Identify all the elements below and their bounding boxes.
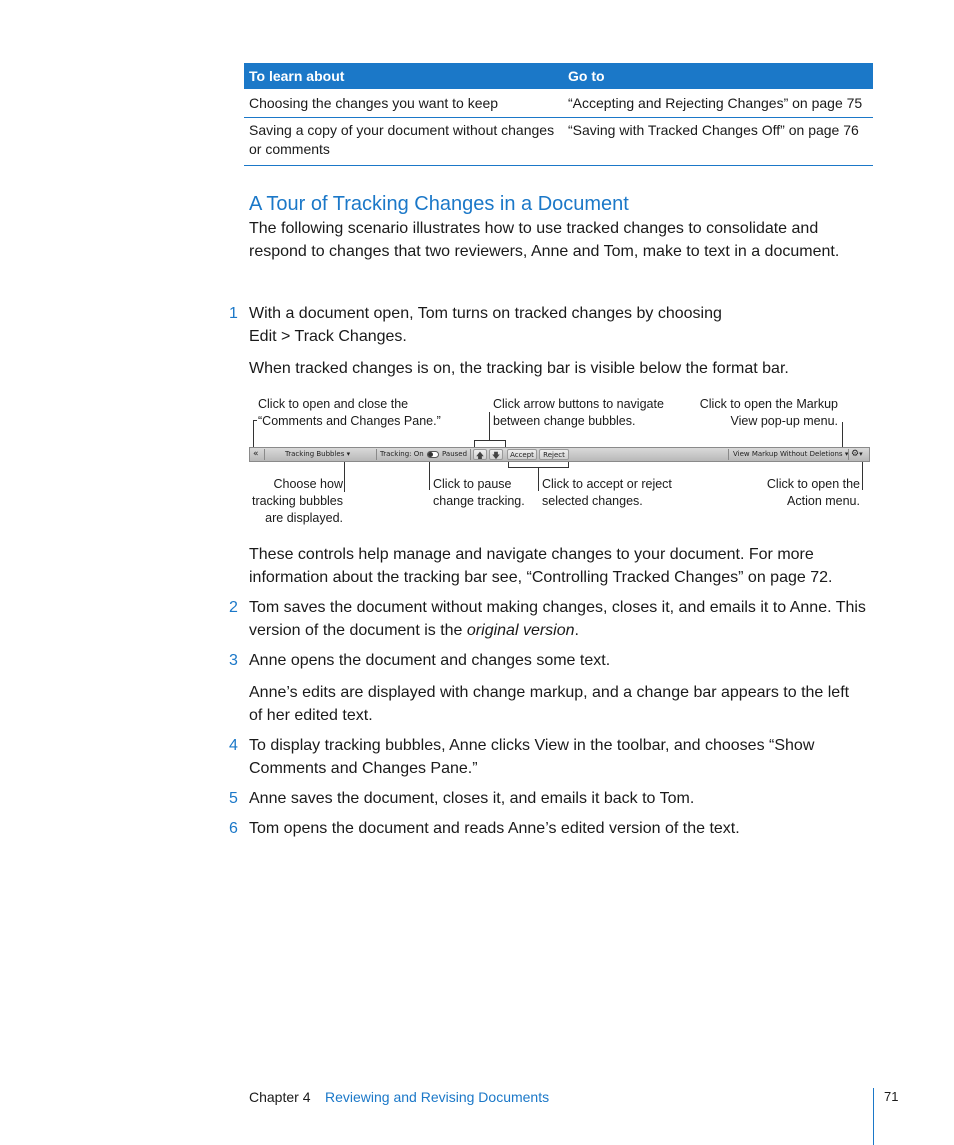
- table-cell: “Accepting and Rejecting Changes” on page 75: [568, 95, 863, 111]
- callout-action-menu: [740, 476, 860, 510]
- paused-label: Paused: [442, 450, 468, 458]
- reference-table: [244, 63, 873, 166]
- tracking-status-label: Tracking: On: [380, 450, 424, 458]
- leader-line: [429, 462, 430, 490]
- callout-accept-reject: [542, 476, 672, 510]
- page-number: 71: [884, 1089, 899, 1104]
- section-title: A Tour of Tracking Changes in a Document: [249, 193, 629, 215]
- step-text: Anne opens the document and changes some text.: [249, 652, 611, 669]
- chevron-down-icon: ▾: [346, 450, 351, 458]
- leader-line: [344, 462, 345, 492]
- bar-divider: [376, 449, 377, 460]
- step-text-part: .: [574, 622, 579, 639]
- chevron-down-icon: ▾: [859, 450, 863, 458]
- step-number: 4: [229, 737, 238, 754]
- leader-line: [842, 422, 843, 450]
- leader-line: [474, 440, 506, 441]
- callout-arrows: [493, 396, 664, 430]
- collapse-pane-icon[interactable]: «: [253, 449, 259, 459]
- markup-view-label: View Markup Without Deletions: [733, 450, 843, 458]
- emphasis: original version: [466, 622, 575, 639]
- arrow-up-icon: 🡅: [475, 451, 485, 460]
- callout-line: View pop-up menu.: [730, 414, 838, 428]
- step-text: To display tracking bubbles, Anne clicks View in the toolbar, and chooses “Show Comments and Changes Pane.”: [249, 737, 815, 777]
- step-text: Anne saves the document, closes it, and emails it back to Tom.: [249, 790, 695, 807]
- table-header-cell: To learn about: [249, 68, 345, 84]
- step-number: 3: [229, 652, 238, 669]
- markup-view-popup[interactable]: [733, 448, 848, 461]
- footer-chapter: Chapter 4: [249, 1089, 311, 1105]
- chevron-down-icon: ▾: [844, 450, 849, 458]
- accept-button[interactable]: Accept: [507, 449, 537, 460]
- step-text: Tom opens the document and reads Anne’s edited version of the text.: [249, 820, 740, 837]
- callout-markup-menu: [699, 396, 838, 430]
- bar-divider: [470, 449, 471, 460]
- bubbles-label: Tracking Bubbles: [285, 450, 345, 458]
- gear-icon: ⚙: [851, 449, 860, 459]
- step-text: [249, 596, 877, 642]
- callout-line: Action menu.: [787, 494, 860, 508]
- previous-change-button[interactable]: [473, 449, 487, 460]
- paragraph: When tracked changes is on, the tracking bar is visible below the format bar.: [249, 360, 789, 377]
- callout-line: are displayed.: [265, 511, 343, 525]
- pause-toggle[interactable]: [427, 451, 439, 458]
- bar-divider: [848, 449, 849, 460]
- callout-line: Click to accept or reject: [542, 477, 672, 491]
- paragraph: These controls help manage and navigate changes to your document. For more information about the tracking bar see, “Controlling Tracked Changes” on page 72.: [249, 546, 833, 586]
- action-menu-button[interactable]: [851, 448, 863, 461]
- reject-button[interactable]: Reject: [539, 449, 569, 460]
- arrow-down-icon: 🡇: [491, 451, 501, 460]
- bar-divider: [264, 449, 265, 460]
- step-number: 2: [229, 599, 238, 616]
- callout-comments-pane: [258, 396, 441, 430]
- callout-line: Choose how: [273, 477, 343, 491]
- callout-line: Click to open and close the: [258, 397, 409, 411]
- table-row: [244, 118, 873, 166]
- tracking-bar: [249, 447, 870, 462]
- section-intro: The following scenario illustrates how to use tracked changes to consolidate and respond to changes that two reviewers, Anne and Tom, make to text in a document.: [249, 220, 840, 260]
- callout-line: change tracking.: [433, 494, 525, 508]
- table-header-cell: Go to: [568, 68, 605, 84]
- callout-line: Click to open the Markup: [699, 397, 838, 411]
- step-number: 1: [229, 305, 238, 322]
- step-number: 6: [229, 820, 238, 837]
- leader-line: [253, 420, 257, 421]
- callout-pause: [433, 476, 525, 510]
- leader-line: [862, 462, 863, 490]
- footer-divider: [873, 1088, 874, 1145]
- step-number: 5: [229, 790, 238, 807]
- callout-line: Click to open the: [766, 477, 860, 491]
- leader-line: [505, 440, 506, 447]
- toggle-knob: [428, 452, 433, 457]
- bar-divider: [728, 449, 729, 460]
- callout-line: Click arrow buttons to navigate: [493, 397, 664, 411]
- table-cell: “Saving with Tracked Changes Off” on page 76: [568, 122, 859, 138]
- table-cell: Choosing the changes you want to keep: [249, 95, 499, 111]
- callout-line: between change bubbles.: [493, 414, 636, 428]
- step-text-part: Tom saves the document without making changes, closes it, and emails it to Anne. This version of the document is the: [249, 599, 866, 639]
- tracking-bubbles-popup[interactable]: [285, 448, 350, 461]
- callout-line: tracking bubbles: [251, 494, 343, 508]
- footer-chapter-title: Reviewing and Revising Documents: [325, 1089, 550, 1105]
- leader-line: [474, 440, 475, 447]
- next-change-button[interactable]: [489, 449, 503, 460]
- table-cell: Saving a copy of your document without changes or comments: [249, 122, 555, 157]
- callout-line: Click to pause: [433, 477, 512, 491]
- table-header: [244, 63, 873, 89]
- callout-bubbles: [244, 476, 343, 527]
- callout-line: selected changes.: [542, 494, 643, 508]
- leader-line: [253, 420, 254, 448]
- callout-line: “Comments and Changes Pane.”: [258, 414, 441, 428]
- leader-line: [489, 412, 490, 440]
- leader-line: [538, 467, 539, 491]
- paragraph: Anne’s edits are displayed with change markup, and a change bar appears to the left of her edited text.: [249, 684, 850, 724]
- step-text: With a document open, Tom turns on tracked changes by choosing Edit > Track Changes.: [249, 305, 722, 345]
- table-row: [244, 89, 873, 118]
